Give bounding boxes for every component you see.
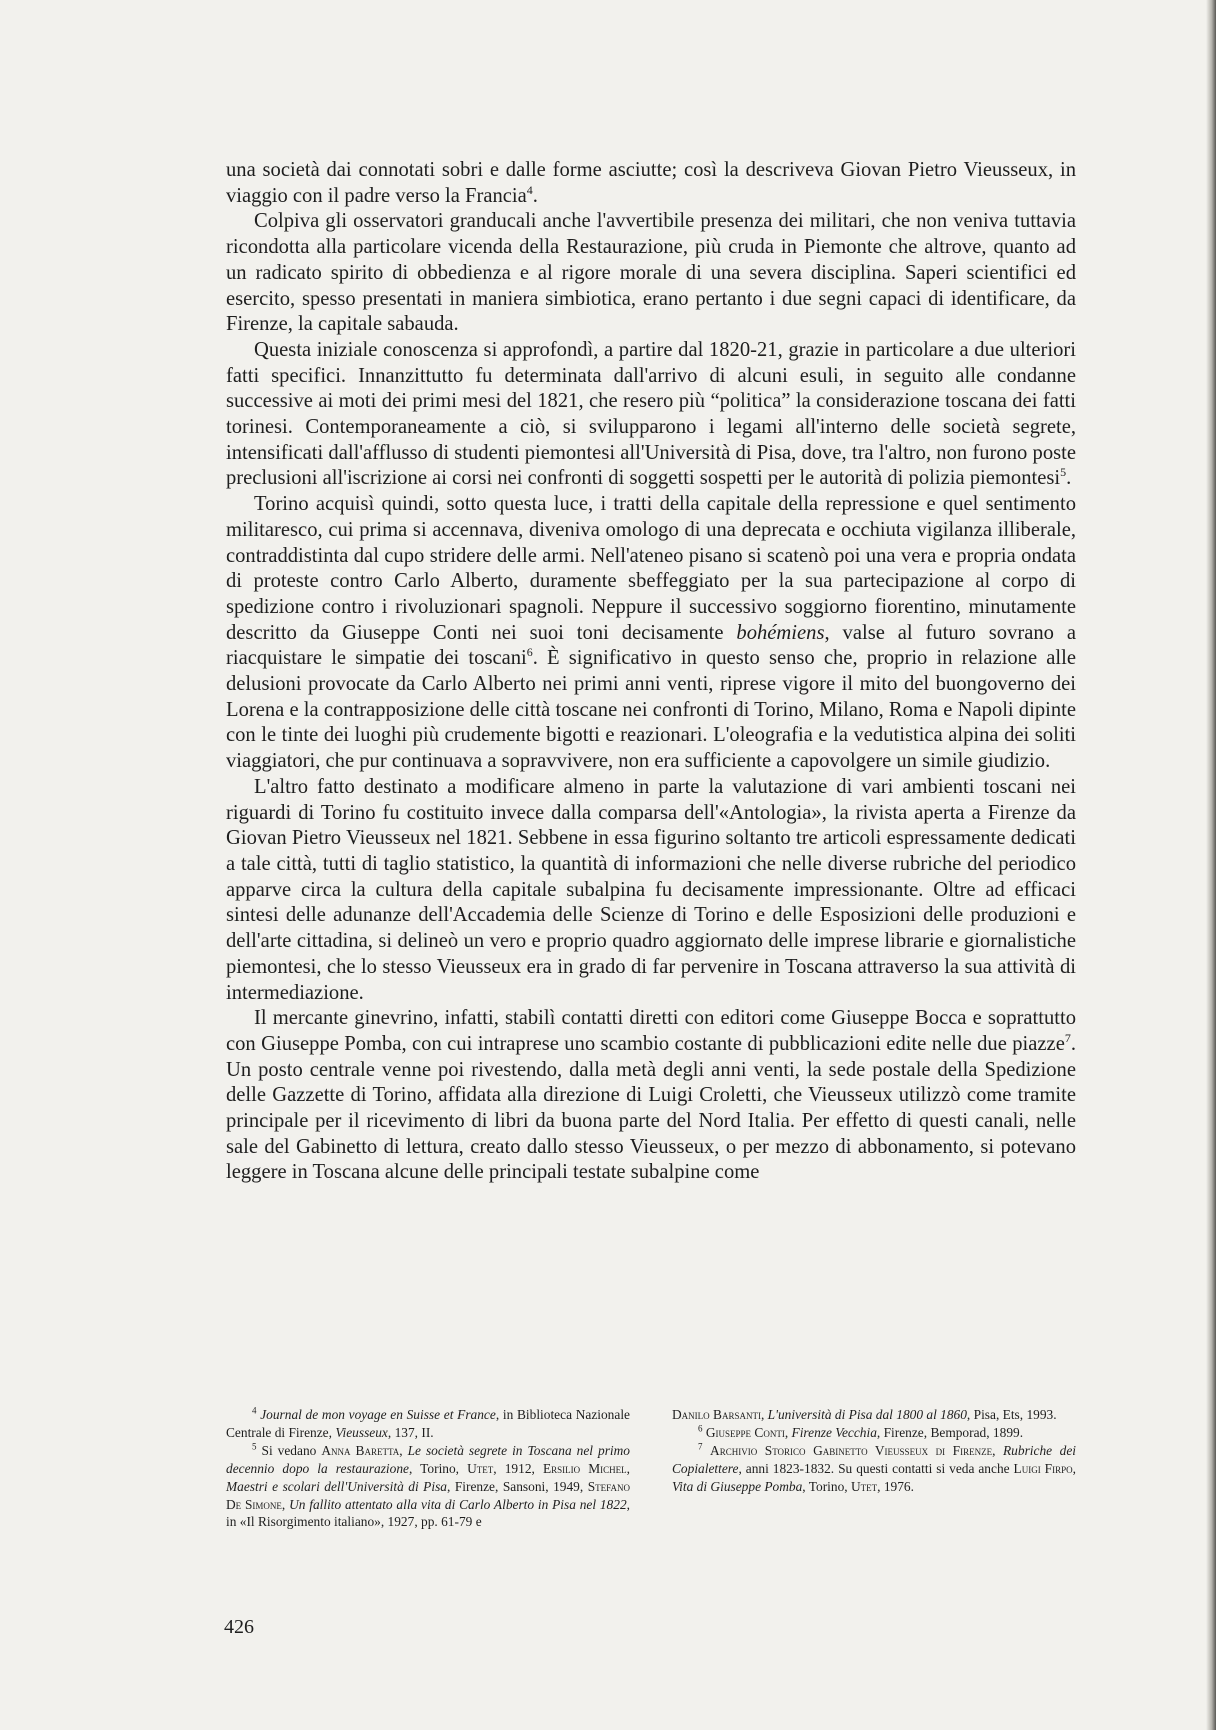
paragraph-3: Questa iniziale conoscenza si approfondì, a partire dal 1820-21, grazie in particolare a due ulteriori fatti specifici. Innanzittutto fu determinata dall'arrivo di alcuni esuli, in seguito alle condanne successive ai moti dei primi mesi del 1821, che resero più “politica” la considerazione toscana dei fatti torinesi. Contemporaneamente a ciò, si svilupparono i legami all'interno delle società segrete, intensificati dall'afflusso di studenti piemontesi all'Università di Pisa, dove, tra l'altro, non furono poste preclusioni all'iscrizione ai corsi nei confronti di soggetti sospetti per le autorità di polizia piemontesi$^5$. (226, 338, 1076, 490)
footnote-4: $^4$ Journal de mon voyage en Suisse et France, in Biblioteca Nazionale Centrale di Firenze, Vieusseux, 137, II. (226, 1405, 630, 1440)
footnote-7: $^7$ Archivio Storico Gabinetto Vieusseux di Firenze, Rubriche dei Copialettere, anni 1823-1832. Su questi contatti si veda anche Luigi Firpo, Vita di Giuseppe Pomba, Torino, Utet, 1976. (672, 1441, 1076, 1494)
footnote-ref-6[interactable]: 6 (526, 645, 533, 660)
paragraph-6: Il mercante ginevrino, infatti, stabilì contatti diretti con editori come Giuseppe Bocca e soprattutto con Giuseppe Pomba, con cui intraprese uno scambio costante di pubblicazioni edite nelle due piazze$^7$. Un posto centrale venne poi rivestendo, dalla metà degli anni venti, la sede postale della Spedizione delle Gazzette di Torino, affidata alla direzione di Luigi Croletti, che Vieusseux utilizzò come tramite principale per il ricevimento di libri da buona parte del Nord Italia. Per effetto di questi canali, nelle sale del Gabinetto di lettura, creato dallo stesso Vieusseux, o per mezzo di abbonamento, si potevano leggere in Toscana alcune delle principali testate subalpine come (226, 1007, 1076, 1184)
footnote-6: $^6$ Giuseppe Conti, Firenze Vecchia, Firenze, Bemporad, 1899. (698, 1423, 1024, 1440)
footnote-ref-5[interactable]: 5 (1060, 465, 1067, 480)
book-spine-shadow (1206, 0, 1216, 1730)
footnote-ref-4[interactable]: 4 (526, 182, 533, 197)
footnotes (226, 1406, 1076, 1531)
footnotes-right-column (672, 1406, 1076, 1531)
footnote-5: $^5$ Si vedano Anna Baretta, Le società segrete in Toscana nel primo decennio dopo la restaurazione, Torino, Utet, 1912, Ersilio Michel, Maestri e scolari dell'Università di Pisa, Firenze, Sansoni, 1949, Stefano De Simone, Un fallito attentato alla vita di Carlo Alberto in Pisa nel 1822, in «Il Risorgimento italiano», 1927, pp. 61-79 e (226, 1441, 631, 1530)
footnotes-left-column (226, 1406, 630, 1531)
paragraph-2: Colpiva gli osservatori granducali anche l'avvertibile presenza dei militari, che non veniva tuttavia ricondotta alla particolare vicenda della Restaurazione, più cruda in Piemonte che altrove, quanto ad un radicato spirito di obbedienza e al rigore morale di una severa disciplina. Saperi scientifici ed esercito, spesso presentati in maniera simbiotica, erano pertanto i due segni capaci di identificare, da Firenze, la capitale sabauda. (226, 210, 1076, 336)
paragraph-4: Torino acquisì quindi, sotto questa luce, i tratti della capitale della repressione e quel sentimento militaresco, cui prima si accennava, diveniva omologo di una deprecata e occhiuta vigilanza illiberale, contraddistinta dal cupo stridere delle armi. Nell'ateneo pisano si scatenò poi una vera e propria ondata di proteste contro Carlo Alberto, duramente sbeffeggiato per la sua partecipazione al corpo di spedizione contro i rivoluzionari spagnoli. Neppure il successivo soggiorno fiorentino, minutamente descritto da Giuseppe Conti nei suoi toni decisamente bohémiens, valse al futuro sovrano a riacquistare le simpatie dei toscani$^6$. È significativo in questo senso che, proprio in relazione alle delusioni provocate da Carlo Alberto nei primi anni venti, riprese vigore il mito del buongoverno dei Lorena e la contrapposizione delle città toscane nei confronti di Torino, Milano, Roma e Napoli dipinte con le tinte dei luoghi più crudemente bigotti e reazionari. L'oleografia e la vedutistica alpina dei soliti viaggiatori, che pur continuava a sopravvivere, non era sufficiente a capovolgere un simile giudizio. (226, 493, 1076, 773)
main-text (226, 158, 1076, 1186)
paragraph-1: una società dai connotati sobri e dalle forme asciutte; così la descriveva Giovan Pietro Vieusseux, in viaggio con il padre verso la Francia$^4$. (226, 159, 1076, 207)
footnote-5-continued: Danilo Barsanti, L'università di Pisa dal 1800 al 1860, Pisa, Ets, 1993. (672, 1407, 1057, 1422)
paragraph-5: L'altro fatto destinato a modificare almeno in parte la valutazione di vari ambienti toscani nei riguardi di Torino fu costituito invece dalla comparsa dell'«Antologia», la rivista aperta a Firenze da Giovan Pietro Vieusseux nel 1821. Sebbene in essa figurino soltanto tre articoli espressamente dedicati a tale città, tutti di taglio statistico, la quantità di informazioni che nelle diverse rubriche del periodico apparve circa la cultura della capitale subalpina fu decisamente impressionante. Oltre ad efficaci sintesi delle adunanze dell'Accademia delle Scienze di Torino e delle Esposizioni delle produzioni e dell'arte cittadina, si delineò un vero e proprio quadro aggiornato delle imprese librarie e giornalistiche piemontesi, che lo stesso Vieusseux era in grado di far pervenire in Toscana attraverso la sua attività di intermediazione. (226, 775, 1076, 1004)
page-number: 426 (224, 1616, 254, 1638)
footnote-ref-7[interactable]: 7 (1064, 1031, 1071, 1046)
